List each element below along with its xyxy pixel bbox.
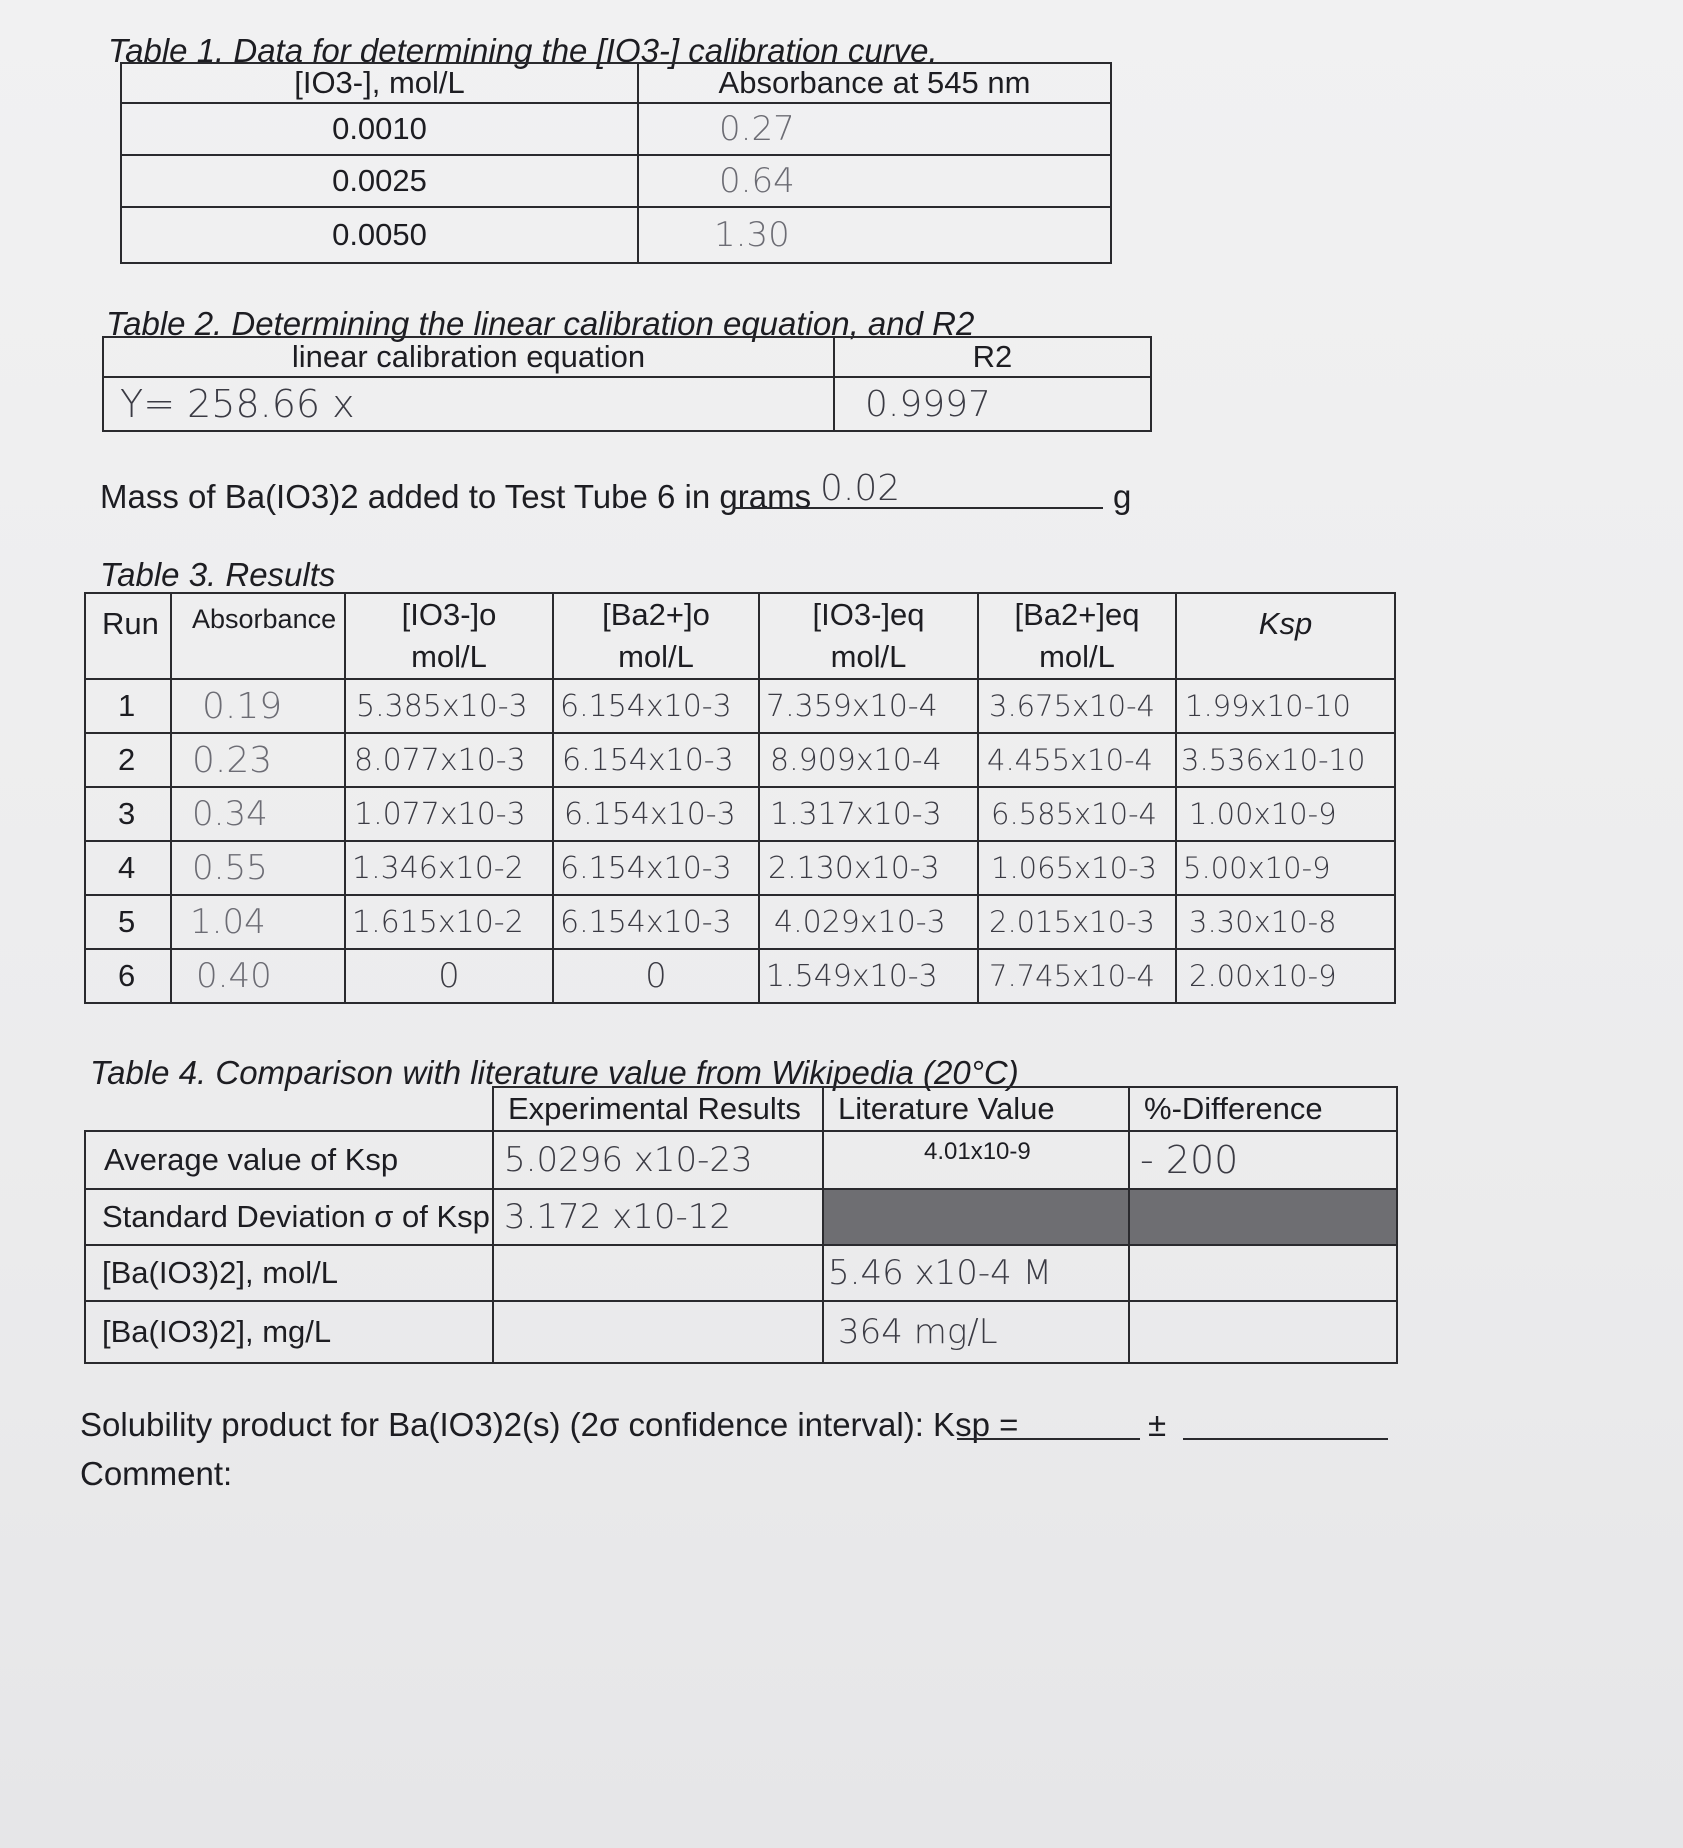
absorbance-value: 0.40 (171, 949, 345, 1003)
table1-conc: 0.0010 (121, 103, 638, 155)
experimental-mg-per-l (493, 1301, 823, 1363)
ba-eq: 7.745x10-4 (978, 949, 1176, 1003)
table-row (85, 895, 1395, 949)
table-row (85, 733, 1395, 787)
table2-header-r2: R2 (834, 337, 1151, 377)
row-label: Average value of Ksp (85, 1131, 493, 1189)
ba-eq: 2.015x10-3 (978, 895, 1176, 949)
ksp-value: 3.30x10-8 (1176, 895, 1395, 949)
table2-header-eq: linear calibration equation (103, 337, 834, 377)
ksp-value: 1.99x10-10 (1176, 679, 1395, 733)
io3-initial: 1.346x10-2 (345, 841, 553, 895)
mass-unit: g (1113, 478, 1132, 515)
run-number: 1 (85, 679, 171, 733)
table-row (85, 949, 1395, 1003)
row-label: [Ba(IO3)2], mol/L (85, 1245, 493, 1301)
difference-molarity (1129, 1245, 1397, 1301)
literature-mg-per-l: 364 mg/L (823, 1301, 1129, 1363)
ksp-value: 5.00x10-9 (1176, 841, 1395, 895)
io3-initial: 1.615x10-2 (345, 895, 553, 949)
table3-results (84, 592, 1396, 1004)
header-io3-initial-label: [IO3-]o (401, 597, 497, 632)
comment-label: Comment: (80, 1455, 233, 1492)
run-number: 3 (85, 787, 171, 841)
table-row (85, 679, 1395, 733)
header-io3-eq (759, 593, 978, 679)
absorbance-value: 0.23 (171, 733, 345, 787)
io3-initial: 0 (345, 949, 553, 1003)
run-number: 4 (85, 841, 171, 895)
header-experimental: Experimental Results (493, 1087, 823, 1131)
header-ba-eq-label: [Ba2+]eq (1014, 597, 1140, 632)
header-ksp: Ksp (1176, 593, 1395, 679)
header-literature: Literature Value (823, 1087, 1129, 1131)
ksp-value: 2.00x10-9 (1176, 949, 1395, 1003)
header-unit: mol/L (830, 639, 907, 674)
difference-mg-per-l (1129, 1301, 1397, 1363)
r-squared-value: 0.9997 (834, 377, 1151, 431)
row-label: Standard Deviation σ of Ksp (85, 1189, 493, 1245)
absorbance-value: 0.34 (171, 787, 345, 841)
header-run: Run (85, 593, 171, 679)
table4-caption: Table 4. Comparison with literature value from Wikipedia (20°C) (90, 1054, 1019, 1091)
literature-molarity: 5.46 x10-4 M (823, 1245, 1129, 1301)
ba-initial: 6.154x10-3 (553, 733, 759, 787)
ba-initial: 6.154x10-3 (553, 679, 759, 733)
header-absorbance: Absorbance (171, 593, 345, 679)
row-label: [Ba(IO3)2], mg/L (85, 1301, 493, 1363)
absorbance-value: 0.55 (171, 841, 345, 895)
io3-initial: 1.077x10-3 (345, 787, 553, 841)
io3-eq: 7.359x10-4 (759, 679, 978, 733)
header-unit: mol/L (1039, 639, 1115, 674)
ba-initial: 0 (553, 949, 759, 1003)
header-io3-initial (345, 593, 553, 679)
mass-underline (733, 507, 1103, 509)
absorbance-value: 1.04 (171, 895, 345, 949)
io3-eq: 8.909x10-4 (759, 733, 978, 787)
ba-eq: 3.675x10-4 (978, 679, 1176, 733)
table1-header-abs: Absorbance at 545 nm (638, 63, 1111, 103)
io3-eq: 1.549x10-3 (759, 949, 978, 1003)
io3-eq: 4.029x10-3 (759, 895, 978, 949)
shaded-cell (823, 1189, 1129, 1245)
calibration-equation: Y= 258.66 x (103, 377, 834, 431)
table-row (85, 841, 1395, 895)
ksp-uncertainty-line[interactable] (1183, 1438, 1388, 1440)
mass-label: Mass of Ba(IO3)2 added to Test Tube 6 in grams (100, 478, 812, 515)
experimental-std-dev: 3.172 x10-12 (493, 1189, 823, 1245)
run-number: 2 (85, 733, 171, 787)
io3-eq: 2.130x10-3 (759, 841, 978, 895)
mass-value: 0.02 (820, 468, 901, 509)
table4-empty-corner (85, 1087, 493, 1131)
table1-conc: 0.0050 (121, 207, 638, 263)
ba-eq: 1.065x10-3 (978, 841, 1176, 895)
table1-abs: 0.27 (638, 103, 1111, 155)
ba-initial: 6.154x10-3 (553, 787, 759, 841)
table1-abs: 1.30 (638, 207, 1111, 263)
ba-eq: 6.585x10-4 (978, 787, 1176, 841)
experimental-average-ksp: 5.0296 x10-23 (493, 1131, 823, 1189)
table2 (102, 336, 1152, 432)
io3-initial: 5.385x10-3 (345, 679, 553, 733)
table-row (85, 787, 1395, 841)
ba-initial: 6.154x10-3 (553, 841, 759, 895)
run-number: 6 (85, 949, 171, 1003)
ksp-value: 1.00x10-9 (1176, 787, 1395, 841)
header-ba-initial (553, 593, 759, 679)
literature-ksp: 4.01x10-9 (823, 1131, 1129, 1189)
table1-abs: 0.64 (638, 155, 1111, 207)
header-unit: mol/L (411, 639, 487, 674)
table1-caption: Table 1. Data for determining the [IO3-] calibration curve. (108, 32, 938, 69)
header-io3-eq-label: [IO3-]eq (812, 597, 925, 632)
header-ba-initial-label: [Ba2+]o (602, 597, 710, 632)
header-unit: mol/L (618, 639, 694, 674)
shaded-cell (1129, 1189, 1397, 1245)
experimental-molarity (493, 1245, 823, 1301)
solubility-label: Solubility product for Ba(IO3)2(s) (2σ confidence interval): Ksp = (80, 1406, 1019, 1443)
table1-header-conc: [IO3-], mol/L (121, 63, 638, 103)
plus-minus-sign: ± (1148, 1406, 1167, 1443)
table1 (120, 62, 1112, 264)
ksp-value: 3.536x10-10 (1176, 733, 1395, 787)
table2-caption: Table 2. Determining the linear calibration equation, and R2 (106, 305, 975, 342)
run-number: 5 (85, 895, 171, 949)
ksp-answer-line[interactable] (957, 1438, 1140, 1440)
ba-initial: 6.154x10-3 (553, 895, 759, 949)
header-difference: %-Difference (1129, 1087, 1397, 1131)
table4-comparison (84, 1086, 1398, 1364)
absorbance-value: 0.19 (171, 679, 345, 733)
io3-eq: 1.317x10-3 (759, 787, 978, 841)
header-ba-eq (978, 593, 1176, 679)
ba-eq: 4.455x10-4 (978, 733, 1176, 787)
table3-caption: Table 3. Results (100, 556, 336, 593)
table1-conc: 0.0025 (121, 155, 638, 207)
percent-difference: - 200 (1129, 1131, 1397, 1189)
io3-initial: 8.077x10-3 (345, 733, 553, 787)
